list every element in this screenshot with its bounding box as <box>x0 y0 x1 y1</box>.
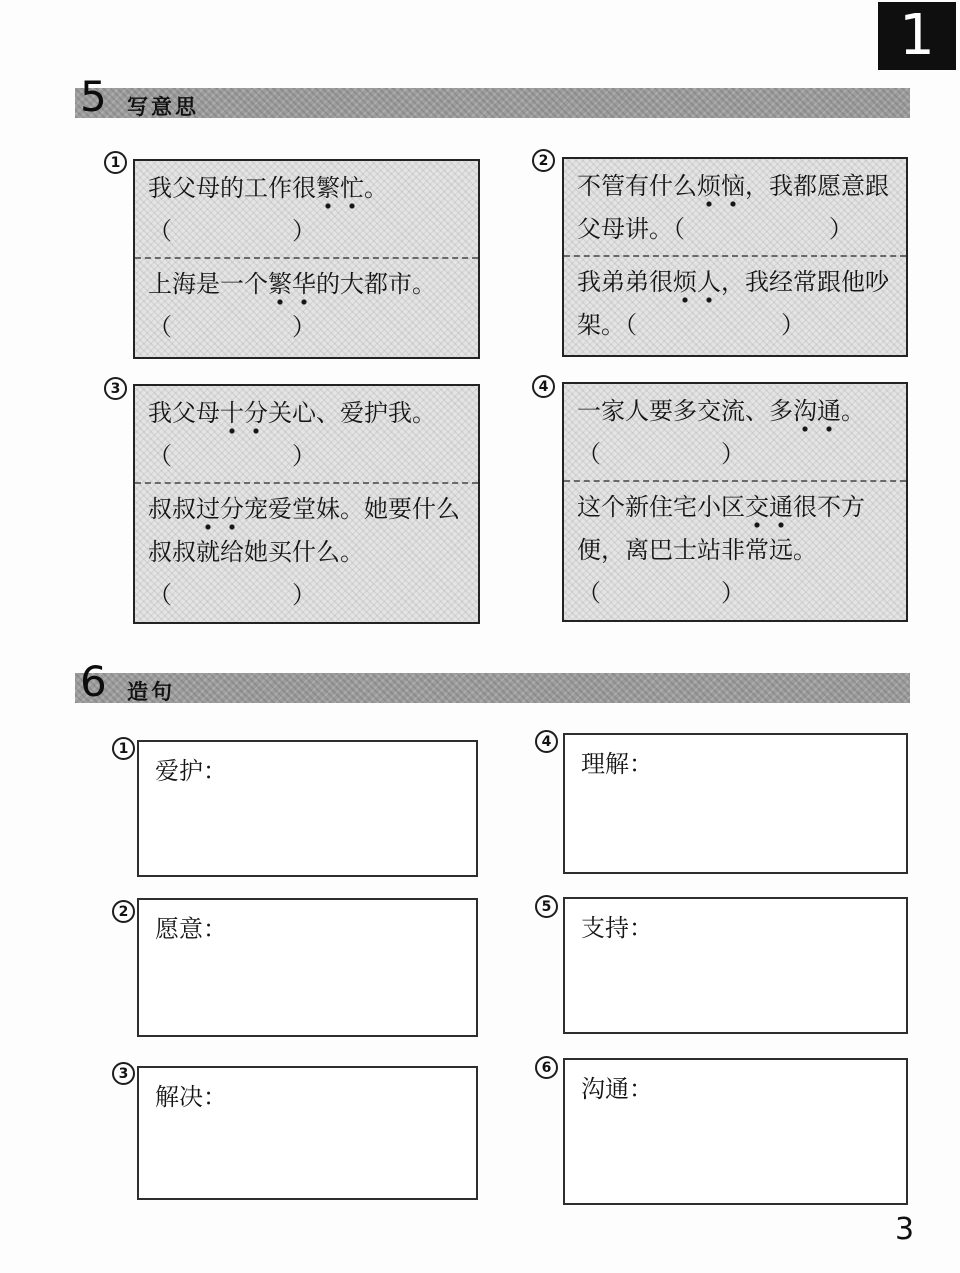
sentence-text: 叔叔 <box>148 495 196 523</box>
sentence-text: 一家人要多交流、多 <box>577 397 793 425</box>
sentence-text: 。 <box>364 174 388 202</box>
sentence-writing-box-goutong[interactable] <box>563 1058 908 1205</box>
sentence <box>148 392 465 435</box>
emphasized-word: 烦人 <box>673 268 721 305</box>
item-number: 1 <box>118 740 129 757</box>
sentence <box>577 165 893 251</box>
answer-blank[interactable]: （ ） <box>577 440 745 468</box>
item-number-badge <box>112 1062 135 1085</box>
answer-blank[interactable]: （ ） <box>148 581 316 609</box>
sentence <box>577 486 893 572</box>
item-number-badge <box>535 730 558 753</box>
sentence-writing-box-lijie[interactable] <box>563 733 908 874</box>
section-5-header-bar <box>75 72 910 121</box>
prompt-word: 支持： <box>581 914 653 942</box>
section-6-title: 造句 <box>127 680 175 704</box>
meaning-box-2 <box>562 157 908 357</box>
prompt-word: 爱护： <box>155 757 227 785</box>
sentence-writing-box-zhichi[interactable] <box>563 897 908 1034</box>
answer-blank[interactable]: （ ） <box>148 442 316 470</box>
sentence-text: 。 <box>841 397 865 425</box>
sentence-writing-box-jiejue[interactable] <box>137 1066 478 1200</box>
item-number: 3 <box>118 1065 129 1082</box>
sentence-text: 我父母 <box>148 399 220 427</box>
item-number-badge <box>532 375 555 398</box>
dashed-divider <box>135 482 478 484</box>
sentence-text: 关心、爱护我。 <box>268 399 436 427</box>
sentence <box>148 263 465 306</box>
item-number-badge <box>535 895 558 918</box>
sentence-text: 不管有什么 <box>577 172 697 200</box>
emphasized-word: 繁华 <box>268 270 316 307</box>
dashed-divider <box>564 255 906 257</box>
sentence-writing-box-yuanyi[interactable] <box>137 898 478 1037</box>
answer-blank[interactable]: （ ） <box>625 311 805 339</box>
emphasized-word: 交通 <box>745 493 793 530</box>
item-number: 4 <box>541 733 552 750</box>
answer-blank[interactable]: （ ） <box>148 217 316 245</box>
emphasized-word: 沟通 <box>793 397 841 434</box>
emphasized-word: 十分 <box>220 399 268 436</box>
meaning-box-3 <box>133 384 480 624</box>
sentence-text: ，我都愿意跟父母讲。 <box>577 172 889 243</box>
answer-blank[interactable]: （ ） <box>148 313 316 341</box>
sentence <box>577 261 893 347</box>
sentence <box>148 488 465 574</box>
dashed-divider <box>564 480 906 482</box>
meaning-box-4 <box>562 382 908 622</box>
sentence-text: ，我经常跟他吵架。 <box>577 268 889 339</box>
sentence <box>148 167 465 210</box>
unit-number-tab <box>878 2 956 70</box>
item-number-badge <box>104 377 127 400</box>
item-number: 6 <box>541 1059 552 1076</box>
page-number: 3 <box>895 1212 915 1247</box>
sentence-text: 上海是一个 <box>148 270 268 298</box>
prompt-word: 沟通： <box>581 1075 653 1103</box>
section-5-number: 5 <box>80 72 107 121</box>
item-number: 5 <box>541 898 552 915</box>
item-number: 1 <box>110 154 121 171</box>
sentence-text: 我弟弟很 <box>577 268 673 296</box>
answer-blank[interactable]: （ ） <box>673 215 853 243</box>
section-5-title: 写意思 <box>127 95 199 119</box>
prompt-word: 解决： <box>155 1083 227 1111</box>
sentence-text: 很不方便，离巴士站非常远。 <box>577 493 865 564</box>
sentence-text: 这个新住宅小区 <box>577 493 745 521</box>
sentence-writing-box-aihu[interactable] <box>137 740 478 877</box>
emphasized-word: 过分 <box>196 495 244 532</box>
item-number-badge <box>104 151 127 174</box>
item-number-badge <box>112 737 135 760</box>
emphasized-word: 繁忙 <box>316 174 364 211</box>
section-6-header-bar <box>75 657 910 706</box>
item-number: 4 <box>538 378 549 395</box>
sentence <box>577 390 893 433</box>
item-number-badge <box>112 900 135 923</box>
prompt-word: 理解： <box>581 750 653 778</box>
unit-number: 1 <box>899 3 935 68</box>
sentence-text: 的大都市。 <box>316 270 436 298</box>
item-number: 2 <box>538 152 549 169</box>
item-number-badge <box>535 1056 558 1079</box>
item-number: 2 <box>118 903 129 920</box>
answer-blank[interactable]: （ ） <box>577 579 745 607</box>
dashed-divider <box>135 257 478 259</box>
item-number-badge <box>532 149 555 172</box>
sentence-text: 宠爱堂妹。她要什么叔叔就给她买什么。 <box>148 495 460 566</box>
sentence-text: 我父母的工作很 <box>148 174 316 202</box>
prompt-word: 愿意： <box>155 915 227 943</box>
emphasized-word: 烦恼 <box>697 172 745 209</box>
item-number: 3 <box>110 380 121 397</box>
section-6-number: 6 <box>80 657 107 706</box>
meaning-box-1 <box>133 159 480 359</box>
